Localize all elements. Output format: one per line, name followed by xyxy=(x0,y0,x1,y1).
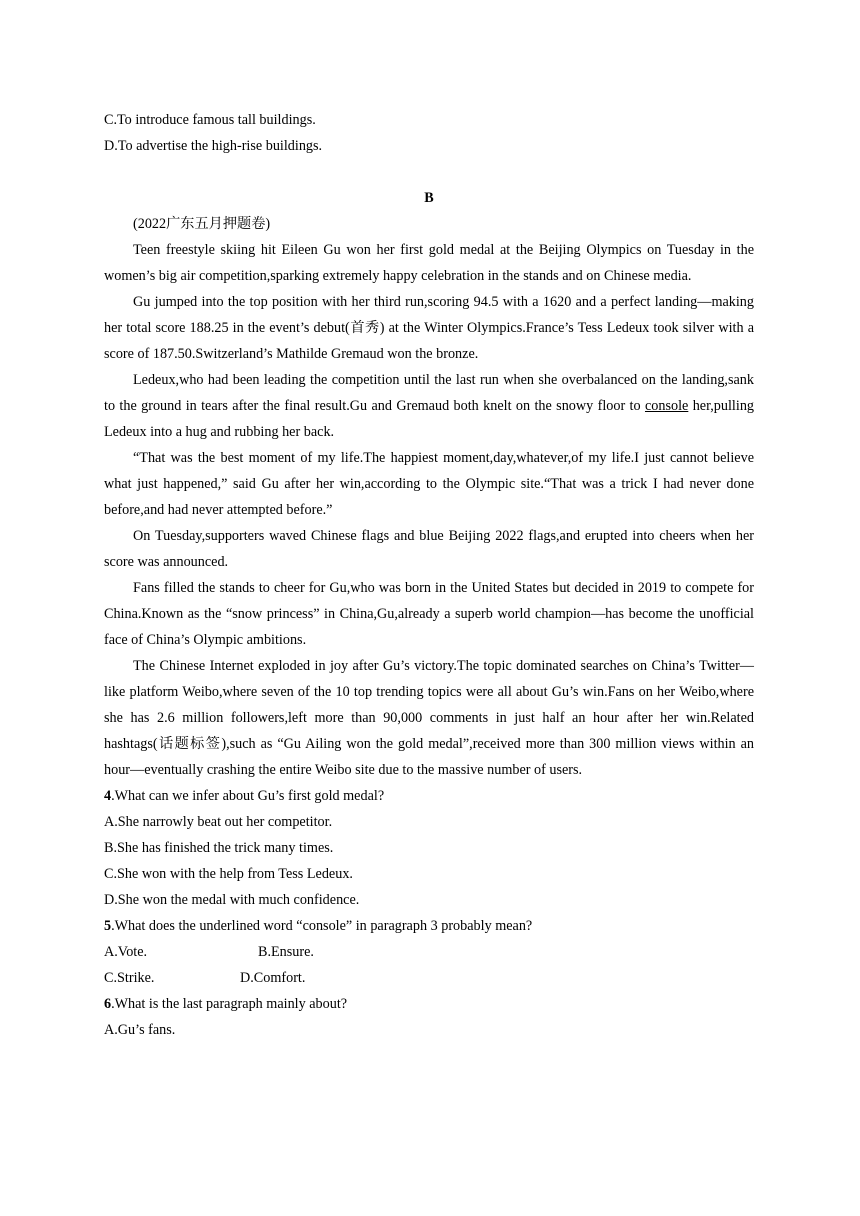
question-5-text: .What does the underlined word “console” in paragraph 3 probably mean? xyxy=(111,918,533,934)
passage-paragraph-4: “That was the best moment of my life.The happiest moment,day,whatever,of my life.I just cannot believe what just happened,” said Gu after her win,according to the Olympic site.“That was a trick I had never done before,and had never attempted before.” xyxy=(104,450,754,518)
question-4-option-b: B.She has finished the trick many times. xyxy=(104,840,334,856)
passage-paragraph-1: Teen freestyle skiing hit Eileen Gu won her first gold medal at the Beijing Olympics on Tuesday in the women’s big air competition,sparking extremely happy celebration in the stands and on Chinese media. xyxy=(104,242,754,284)
question-5-number: 5 xyxy=(104,918,112,934)
passage-paragraph-5: On Tuesday,supporters waved Chinese flags and blue Beijing 2022 flags,and erupted into cheers when her score was announced. xyxy=(104,528,754,570)
question-5-options-row-2 xyxy=(104,965,754,991)
question-4-option-d: D.She won the medal with much confidence. xyxy=(104,892,360,908)
passage-paragraph-3 xyxy=(104,367,754,445)
paragraph-3-text-after: her,pulling Ledeux into a hug and rubbing her back. xyxy=(104,398,755,440)
question-6-number: 6 xyxy=(104,996,112,1012)
passage-paragraph-7: The Chinese Internet exploded in joy after Gu’s victory.The topic dominated searches on China’s Twitter—like platform Weibo,where seven of the 10 top trending topics were all about Gu’s win.Fans on her Weibo,where she has 2.6 million followers,left more than 90,000 comments in just half an hour after her win.Related hashtags(话题标签),such as “Gu Ailing won the gold medal”,received more than 300 million views within an hour—eventually crashing the entire Weibo site due to the massive number of users. xyxy=(104,658,754,778)
section-heading: B xyxy=(424,190,434,206)
question-4 xyxy=(104,783,754,809)
question-6-text: .What is the last paragraph mainly about? xyxy=(111,996,348,1012)
question-5-option-d: D.Comfort. xyxy=(240,970,306,986)
paragraph-3-text-before: Ledeux,who had been leading the competition until the last run when she overbalanced on the landing,sank to the ground in tears after the final result.Gu and Gremaud both knelt on the snowy floor to xyxy=(104,372,754,414)
question-5 xyxy=(104,913,754,939)
prev-question-option-d: D.To advertise the high-rise buildings. xyxy=(104,138,323,154)
document-page xyxy=(104,107,754,1043)
question-4-option-c: C.She won with the help from Tess Ledeux. xyxy=(104,866,353,882)
question-4-option-a: A.She narrowly beat out her competitor. xyxy=(104,814,333,830)
question-4-text: .What can we infer about Gu’s first gold medal? xyxy=(111,788,385,804)
question-5-option-a: A.Vote. xyxy=(104,944,148,960)
underlined-word-console: console xyxy=(644,398,689,414)
question-5-option-b: B.Ensure. xyxy=(258,944,314,960)
passage-paragraph-6: Fans filled the stands to cheer for Gu,who was born in the United States but decided in 2019 to compete for China.Known as the “snow princess” in China,Gu,already a superb world champion—has become the unofficial face of China’s Olympic ambitions. xyxy=(104,580,754,648)
passage-paragraph-2: Gu jumped into the top position with her third run,scoring 94.5 with a 1620 and a perfect landing—making her total score 188.25 in the event’s debut(首秀) at the Winter Olympics.France’s Tess Ledeux took silver with a score of 187.50.Switzerland’s Mathilde Gremaud won the bronze. xyxy=(104,294,754,362)
question-6 xyxy=(104,991,754,1017)
prev-question-option-c: C.To introduce famous tall buildings. xyxy=(104,112,316,128)
source-note: (2022广东五月押题卷) xyxy=(133,216,271,232)
question-5-option-c: C.Strike. xyxy=(104,970,155,986)
question-5-options-row-1 xyxy=(104,939,754,965)
question-4-number: 4 xyxy=(104,788,112,804)
question-6-option-a: A.Gu’s fans. xyxy=(104,1022,176,1038)
